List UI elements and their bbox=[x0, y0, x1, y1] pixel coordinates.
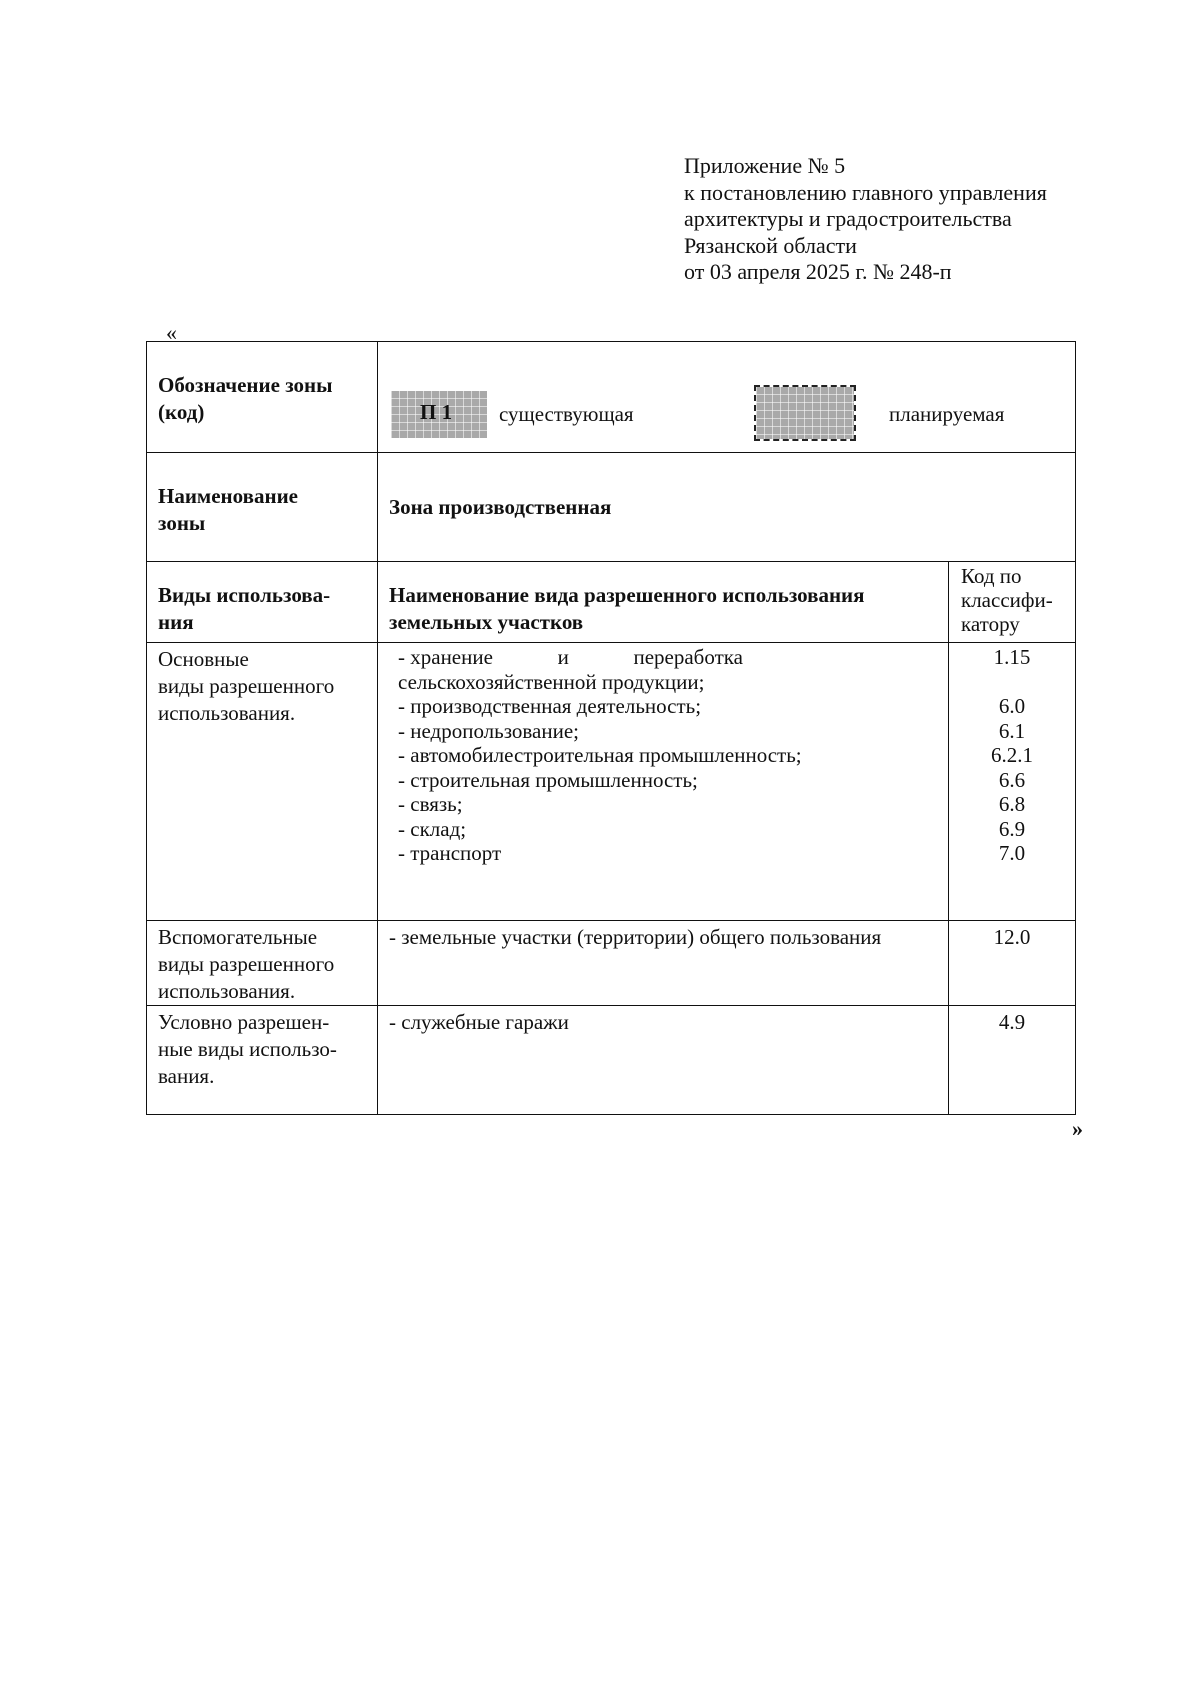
classifier-code: 6.6 bbox=[998, 767, 1026, 792]
list-item: - недропользование; bbox=[398, 718, 579, 743]
existing-zone-label: существующая bbox=[499, 402, 634, 426]
zone-code-label: Обозначение зоны (код) bbox=[147, 342, 378, 453]
list-item: - хранение и переработка bbox=[398, 645, 743, 669]
appendix-line: Рязанской области bbox=[684, 232, 857, 258]
use-list-main bbox=[378, 643, 949, 921]
table-row bbox=[147, 342, 1076, 453]
appendix-line: к постановлению главного управления bbox=[684, 179, 1047, 205]
usage-type-auxiliary: Вспомогательные виды разрешенного использования. bbox=[147, 921, 378, 1006]
classifier-code: 7.0 bbox=[998, 841, 1026, 865]
list-item: - склад; bbox=[398, 816, 467, 841]
existing-zone-swatch bbox=[391, 391, 487, 438]
table-row bbox=[147, 453, 1076, 562]
zone-legend-cell bbox=[378, 342, 1076, 453]
zone-name-label: Наименование зоны bbox=[147, 453, 378, 562]
appendix-title: Приложение № 5 bbox=[684, 153, 846, 178]
classifier-code: 6.9 bbox=[998, 816, 1026, 841]
table-row bbox=[147, 1006, 1076, 1115]
table-header-row bbox=[147, 562, 1076, 643]
classifier-code: 4.9 bbox=[949, 1006, 1076, 1115]
use-list-conditional: - служебные гаражи bbox=[378, 1006, 949, 1115]
classifier-code: 6.0 bbox=[998, 694, 1026, 718]
opening-quote: « bbox=[166, 320, 177, 345]
code-list-main bbox=[949, 643, 1076, 921]
zone-legend bbox=[378, 342, 1075, 452]
existing-zone-code: П 1 bbox=[420, 400, 453, 424]
classifier-code: 6.2.1 bbox=[991, 743, 1033, 767]
classifier-code: 6.8 bbox=[998, 792, 1026, 816]
column-header-use-name: Наименование вида разрешенного использования земельных участков bbox=[378, 562, 949, 643]
classifier-code: 12.0 bbox=[949, 921, 1076, 1006]
planned-zone-swatch bbox=[756, 387, 854, 439]
list-item: - транспорт bbox=[398, 841, 502, 865]
planned-zone-label: планируемая bbox=[889, 402, 1005, 426]
list-item: - строительная промышленность; bbox=[398, 767, 698, 792]
usage-type-conditional: Условно разрешен- ные виды использо- вания. bbox=[147, 1006, 378, 1115]
list-item: сельскохозяйственной продукции; bbox=[398, 669, 705, 694]
zone-name-value: Зона производственная bbox=[378, 453, 1076, 562]
classifier-code: 1.15 bbox=[993, 645, 1031, 669]
appendix-header bbox=[684, 153, 1047, 286]
column-header-code: Код по классифи- катору bbox=[949, 562, 1076, 643]
list-item: - производственная деятельность; bbox=[398, 694, 702, 718]
column-header-usage-type: Виды использова- ния bbox=[147, 562, 378, 643]
spacer bbox=[949, 670, 1075, 695]
list-item: - автомобилестроительная промышленность; bbox=[398, 743, 802, 767]
table-row bbox=[147, 921, 1076, 1006]
classifier-code: 6.1 bbox=[998, 718, 1026, 743]
appendix-date: от 03 апреля 2025 г. № 248-п bbox=[684, 259, 952, 284]
use-list-auxiliary: - земельные участки (территории) общего пользования bbox=[378, 921, 949, 1006]
closing-quote: » bbox=[1072, 1116, 1083, 1141]
list-item: - связь; bbox=[398, 792, 463, 816]
table-row bbox=[147, 643, 1076, 921]
usage-type-main: Основные виды разрешенного использования. bbox=[147, 643, 378, 921]
zone-table bbox=[146, 341, 1076, 1115]
appendix-line: архитектуры и градостроительства bbox=[684, 206, 1012, 231]
